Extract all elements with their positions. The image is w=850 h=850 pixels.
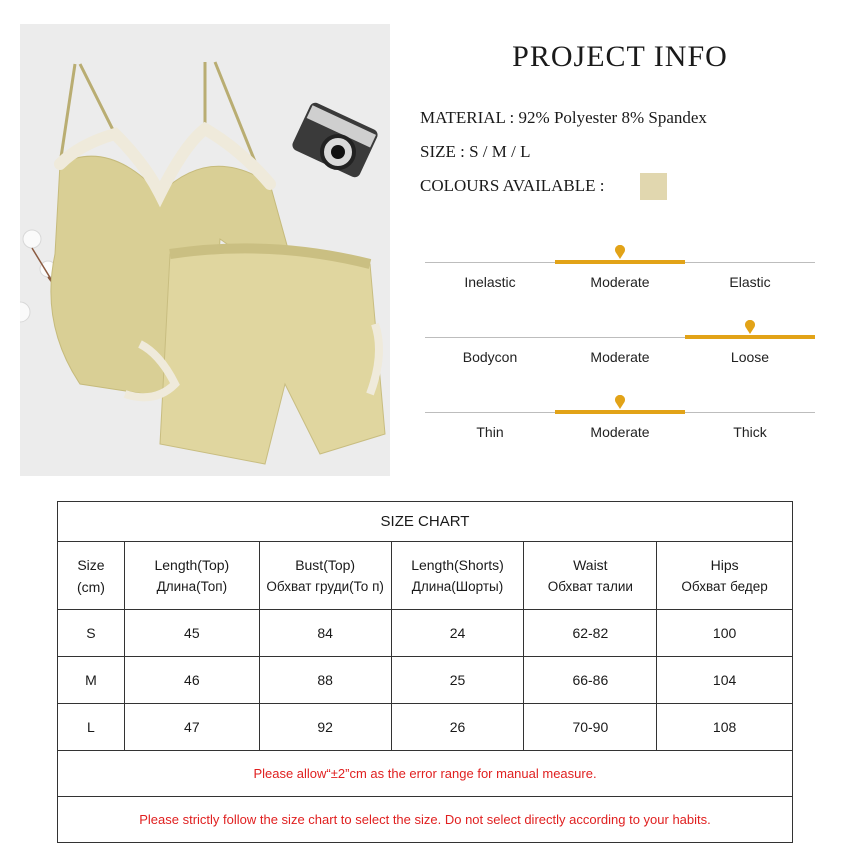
colour-swatch [640,173,667,200]
scale-label: Elastic [729,274,771,290]
product-photo [20,24,390,476]
column-header: Length(Top) Длина(Топ) [124,542,259,610]
measurement-note: Please allow“±2”cm as the error range for manual measure. [58,751,793,797]
colours-label: COLOURS AVAILABLE : [420,176,605,195]
material-text: MATERIAL : 92% Polyester 8% Spandex [420,108,707,127]
table-cell: 104 [657,657,793,704]
table-row [58,657,793,704]
scale-label: Moderate [590,274,650,290]
column-header: Waist Обхват талии [524,542,657,610]
table-cell: 45 [124,610,259,657]
table-cell: 108 [657,704,793,751]
scale-label: Moderate [590,424,650,440]
table-cell: 25 [391,657,524,704]
table-cell: 84 [259,610,391,657]
elasticity-indicator [555,260,685,264]
table-cell: 46 [124,657,259,704]
scale-label: Loose [730,349,770,365]
scale-label: Moderate [590,349,650,365]
table-cell: 70-90 [524,704,657,751]
column-header: Hips Обхват бедер [657,542,793,610]
scale-label: Thin [476,424,504,440]
scale-label: Thick [733,424,767,440]
camera-prop [290,101,379,179]
size-chart-table [57,501,793,843]
column-header: Length(Shorts) Длина(Шорты) [391,542,524,610]
map-pin-icon [744,320,756,334]
table-cell: S [58,610,125,657]
size-chart-title: SIZE CHART [58,502,793,542]
map-pin-icon [614,245,626,259]
size-text: SIZE : S / M / L [420,142,531,161]
fit-scale [425,337,815,387]
header-row [58,542,793,610]
table-row [58,704,793,751]
table-cell: 100 [657,610,793,657]
table-cell: 47 [124,704,259,751]
pajama-set-illustration [20,24,390,476]
table-cell: 62-82 [524,610,657,657]
elasticity-scale [425,262,815,312]
scale-label: Bodycon [462,349,518,365]
thickness-scale [425,412,815,462]
table-cell: L [58,704,125,751]
table-cell: 24 [391,610,524,657]
size-selection-note: Please strictly follow the size chart to select the size. Do not select directly according to your habits. [58,797,793,843]
map-pin-icon [614,395,626,409]
thickness-indicator [555,410,685,414]
table-row [58,610,793,657]
project-info-title: PROJECT INFO [512,40,728,73]
table-cell: 66-86 [524,657,657,704]
table-cell: 88 [259,657,391,704]
table-cell: M [58,657,125,704]
column-header: Size (cm) [58,542,125,610]
scale-label: Inelastic [464,274,516,290]
fit-indicator [685,335,815,339]
table-cell: 26 [391,704,524,751]
table-cell: 92 [259,704,391,751]
column-header: Bust(Top) Обхват груди(То п) [259,542,391,610]
